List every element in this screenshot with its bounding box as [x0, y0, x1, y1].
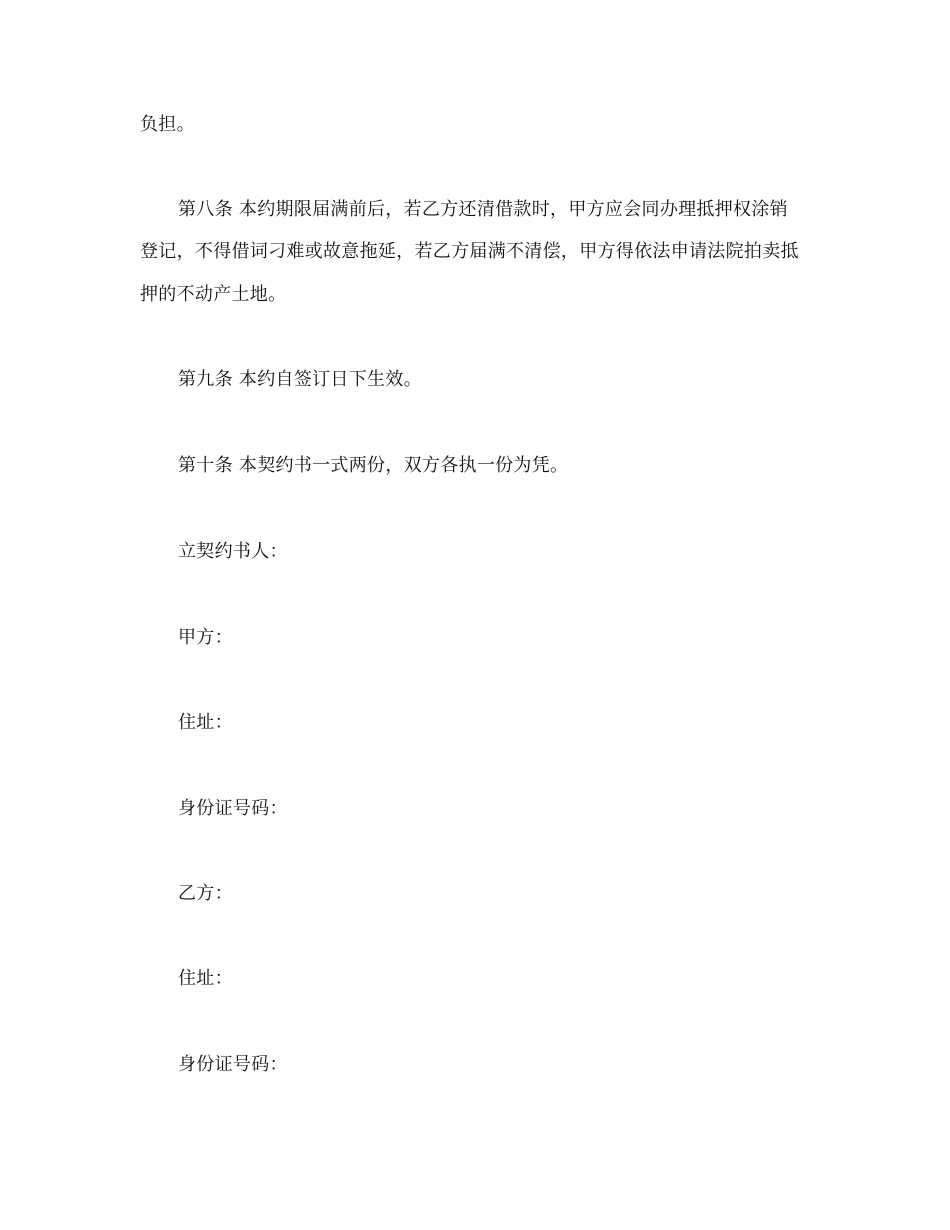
party-b-address-label: 住址： — [178, 968, 233, 989]
article-8-line-1: 第八条 本约期限届满前后，若乙方还清借款时，甲方应会同办理抵押权涂销 — [178, 199, 788, 220]
party-a-address-label: 住址： — [178, 712, 233, 733]
article-8-line-3: 押的不动产土地。 — [140, 284, 287, 305]
party-a-label: 甲方： — [178, 627, 233, 648]
article-9: 第九条 本约自签订日下生效。 — [178, 369, 422, 390]
party-b-label: 乙方： — [178, 883, 233, 904]
article-8-line-2: 登记，不得借词刁难或故意拖延，若乙方届满不清偿，甲方得依法申请法院拍卖抵 — [140, 241, 799, 262]
continuation-text: 负担。 — [140, 114, 195, 135]
party-a-id-label: 身份证号码： — [178, 798, 288, 819]
party-b-id-label: 身份证号码： — [178, 1054, 288, 1075]
article-10: 第十条 本契约书一式两份，双方各执一份为凭。 — [178, 455, 569, 476]
signatories-heading: 立契约书人： — [178, 541, 288, 562]
